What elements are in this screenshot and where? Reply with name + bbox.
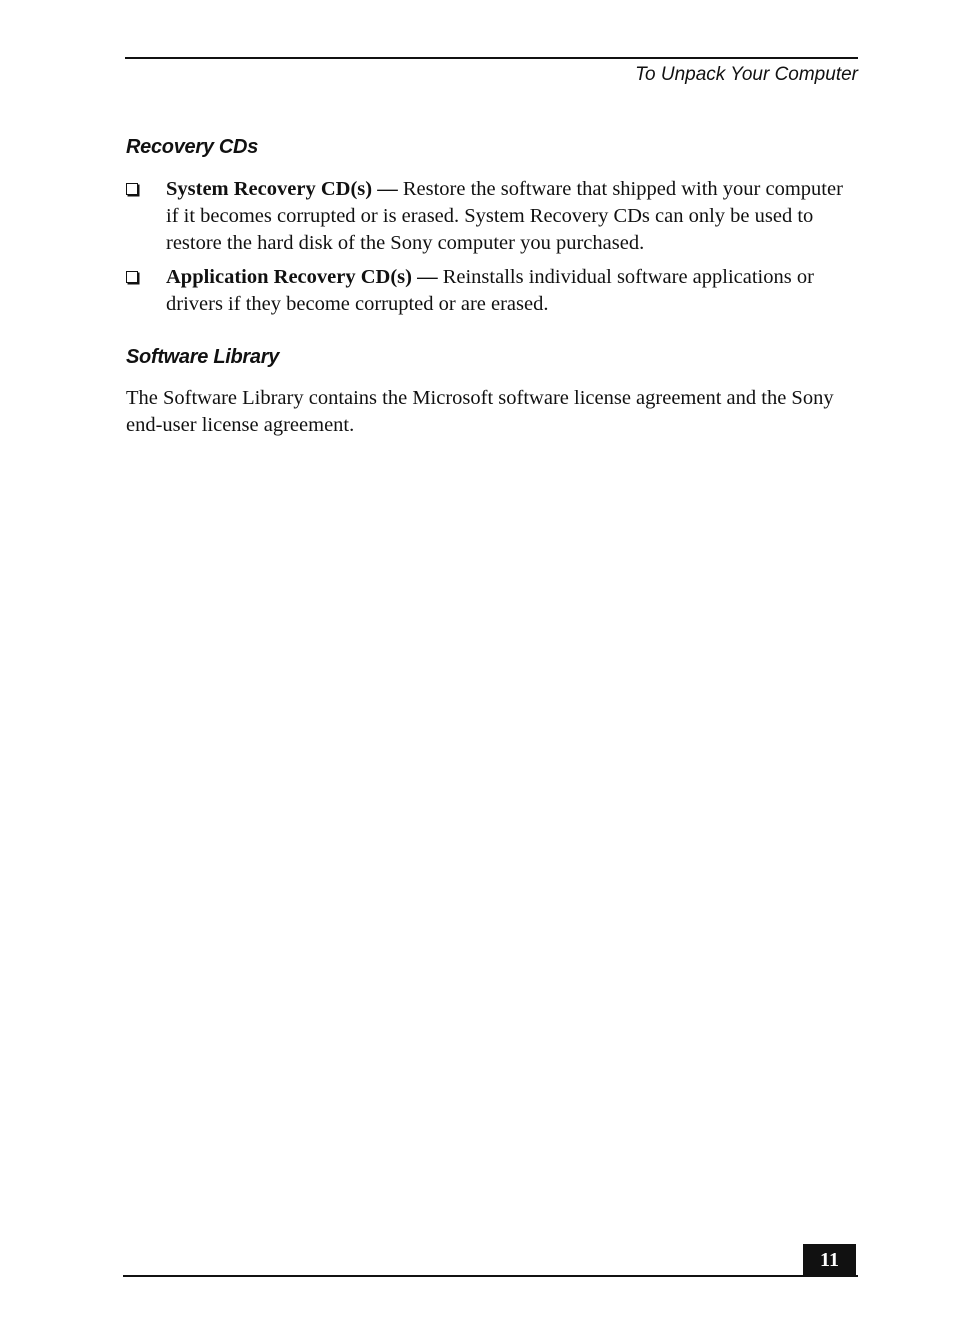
list-item-term: System Recovery CD(s) — [166,178,398,200]
list-item-text [166,264,860,318]
software-library-heading: Software Library [126,346,280,368]
checkbox-bullet-icon [126,271,138,283]
header-rule [125,57,858,59]
list-item-description: Restore the software that shipped with your computer if it becomes corrupted or is erased. System Recovery CDs can only be used to restore the hard disk of the Sony computer you purchased. [166,178,843,254]
footer-rule [123,1275,858,1277]
software-library-paragraph: The Software Library contains the Microsoft software license agreement and the Sony end-user license agreement. [126,387,834,436]
list-item-application-recovery [126,264,860,318]
recovery-cds-heading: Recovery CDs [126,136,259,158]
running-header: To Unpack Your Computer [635,64,858,85]
list-item-system-recovery [126,176,860,257]
list-item-text [166,176,860,257]
page-number: 11 [803,1244,856,1276]
list-item-term: Application Recovery CD(s) — [166,266,438,288]
checkbox-bullet-icon [126,183,138,195]
list-item-description: Reinstalls individual software applications or drivers if they become corrupted or are erased. [166,266,814,315]
